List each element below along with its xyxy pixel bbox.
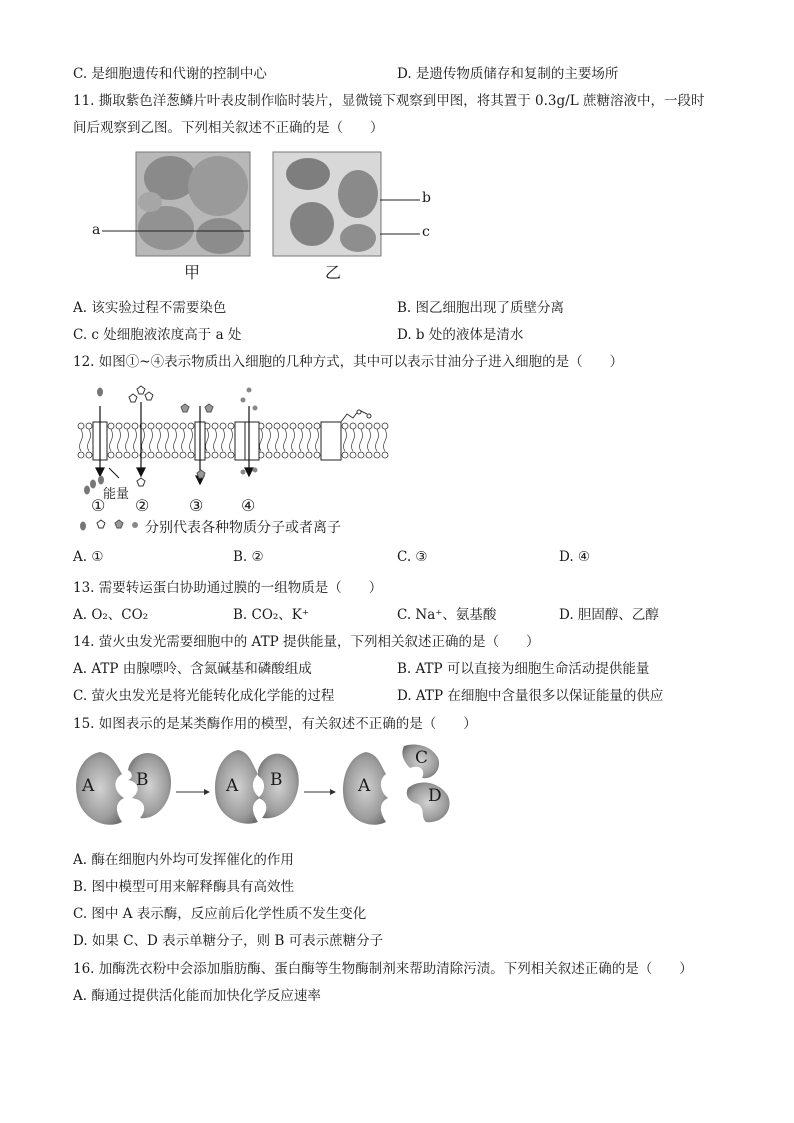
label-A-1: A: [82, 776, 95, 796]
q12-stem: 12. 如图①~④表示物质出入细胞的几种方式，其中可以表示甘油分子进入细胞的是（ ）: [73, 354, 624, 370]
molecule-pentagon: [137, 386, 145, 394]
label-C: C: [415, 748, 429, 768]
q15-stem: 15. 如图表示的是某类酶作用的模型，有关叙述不正确的是（ ）: [73, 716, 477, 732]
protoplast-shape: [290, 202, 334, 246]
q14-option-c: C. 萤火虫发光是将光能转化成化学能的过程: [73, 688, 335, 704]
q12-option-c: C. ③: [397, 549, 428, 565]
q12-membrane-figure: [73, 378, 393, 540]
q15-enzyme-figure: [70, 740, 460, 832]
q15-option-c: C. 图中 A 表示酶，反应前后化学性质不发生变化: [73, 906, 367, 922]
q10-option-c: C. 是细胞遗传和代谢的控制中心: [73, 66, 267, 82]
q15-option-a: A. 酶在细胞内外均可发挥催化的作用: [73, 852, 294, 868]
legend-pentagon-grey: [115, 520, 123, 528]
protoplast-shape: [286, 158, 330, 190]
q12-option-d: D. ④: [559, 549, 591, 565]
label-3: ③: [189, 496, 204, 515]
q15-option-b: B. 图中模型可用来解释酶具有高效性: [73, 879, 295, 895]
molecule-pentagon-grey: [181, 404, 189, 412]
label-D: D: [428, 786, 442, 806]
molecule-pentagon-grey: [205, 404, 213, 412]
molecule-dot: [247, 388, 252, 393]
sugar-dot: [367, 414, 371, 418]
q13-option-c: C. Na⁺、氨基酸: [397, 607, 497, 623]
cell-shape: [138, 192, 162, 212]
q15-option-d: D. 如果 C、D 表示单糖分子，则 B 可表示蔗糖分子: [73, 933, 384, 949]
molecule-pentagon: [129, 394, 137, 402]
molecule-dot: [253, 468, 258, 473]
q11-figure: [90, 140, 450, 285]
label-2: ②: [135, 496, 150, 515]
enzyme-model-svg: [70, 740, 460, 832]
label-b: b: [422, 190, 431, 206]
q14-stem: 14. 萤火虫发光需要细胞中的 ATP 提供能量，下列相关叙述正确的是（ ）: [73, 634, 540, 650]
legend-dot: [132, 522, 138, 528]
caption-jia: 甲: [184, 263, 201, 282]
q11-stem-line1: 11. 撕取紫色洋葱鳞片叶表皮制作临时装片，显微镜下观察到甲图，将其置于 0.3g/L 蔗糖溶液中，一段时: [73, 93, 705, 109]
q11-option-c: C. c 处细胞液浓度高于 a 处: [73, 327, 242, 343]
molecule-dot: [253, 406, 258, 411]
reaction-arrowhead-2: [330, 789, 336, 795]
sugar-dot: [357, 410, 361, 414]
substrate-B-stage1: [128, 753, 171, 818]
label-4: ④: [241, 496, 256, 515]
protoplast-shape: [338, 170, 378, 218]
q14-option-a: A. ATP 由腺嘌呤、含氮碱基和磷酸组成: [73, 661, 312, 677]
legend-text: 分别代表各种物质分子或者离子: [145, 520, 341, 536]
molecule-pentagon-grey: [197, 470, 205, 478]
q13-option-d: D. 胆固醇、乙醇: [559, 607, 659, 623]
label-a: a: [92, 222, 101, 238]
legend-oval: [80, 522, 86, 531]
q12-option-b: B. ②: [233, 549, 264, 565]
protoplast-shape: [340, 224, 376, 252]
q16-option-a: A. 酶通过提供活化能而加快化学反应速率: [73, 988, 321, 1004]
cell-shape: [188, 156, 248, 216]
glycoprotein-chain: [341, 410, 367, 422]
label-c: c: [422, 224, 430, 240]
q12-option-a: A. ①: [73, 549, 104, 565]
label-B-2: B: [270, 770, 283, 790]
molecule-pentagon: [145, 392, 153, 400]
cell-shape: [138, 206, 194, 250]
label-A-3: A: [358, 776, 371, 796]
q13-option-b: B. CO₂、K⁺: [233, 607, 310, 623]
q13-stem: 13. 需要转运蛋白协助通过膜的一组物质是（ ）: [73, 580, 383, 596]
molecule-oval: [90, 480, 96, 489]
q11-option-b: B. 图乙细胞出现了质壁分离: [397, 300, 565, 316]
q10-option-d: D. 是遗传物质储存和复制的主要场所: [397, 66, 619, 82]
q11-stem-line2: 间后观察到乙图。下列相关叙述不正确的是（ ）: [73, 120, 384, 136]
channel-protein-3b: [245, 422, 259, 460]
label-B-1: B: [136, 770, 149, 790]
reaction-arrowhead-1: [204, 789, 210, 795]
q11-option-a: A. 该实验过程不需要染色: [73, 300, 227, 316]
molecule-oval: [97, 388, 103, 397]
q11-micrograph-svg: [90, 140, 450, 285]
legend-pentagon-white: [97, 520, 105, 528]
cell-shape: [196, 218, 244, 254]
label-A-2: A: [226, 776, 239, 796]
membrane-svg: [73, 378, 393, 540]
q13-option-a: A. O₂、CO₂: [73, 607, 149, 623]
energy-label: 能量: [103, 487, 130, 502]
label-1: ①: [91, 496, 106, 515]
energy-arrow: [109, 468, 119, 478]
q16-stem: 16. 加酶洗衣粉中会添加脂肪酶、蛋白酶等生物酶制剂来帮助清除污渍。下列相关叙述正确的是（ ）: [73, 961, 693, 977]
molecule-oval: [84, 486, 90, 495]
caption-yi: 乙: [325, 263, 342, 282]
channel-protein-3: [235, 422, 245, 460]
molecule-pentagon: [137, 478, 145, 486]
molecule-dot: [241, 470, 246, 475]
q11-option-d: D. b 处的液体是清水: [397, 327, 524, 343]
q14-option-d: D. ATP 在细胞中含量很多以保证能量的供应: [397, 688, 664, 704]
molecule-dot: [241, 398, 246, 403]
q14-option-b: B. ATP 可以直接为细胞生命活动提供能量: [397, 661, 650, 677]
carrier-protein-5: [321, 422, 341, 460]
